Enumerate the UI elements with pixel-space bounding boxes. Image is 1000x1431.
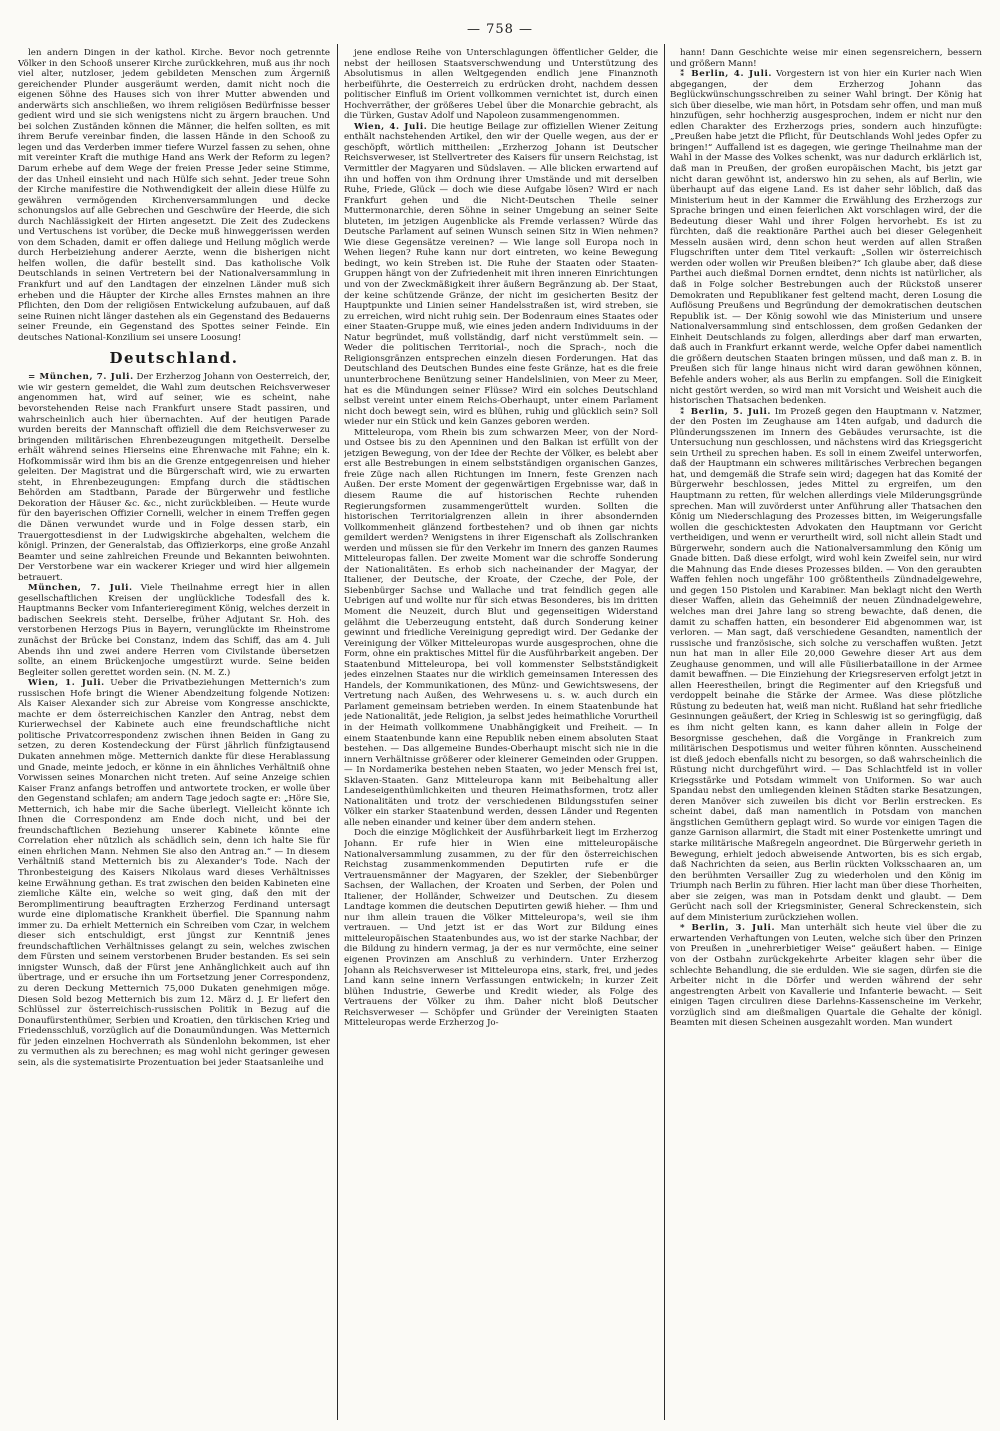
- dispatch-text: Viele Theilnahme erregt hier in allen gesellschaftlichen Kreisen der unglückliche Todesfall des k. Hauptmanns Becker vom Infanterieregiment König, welches derzeit in badischen Seekreis steht. Derselbe, früher Adjutant Sr. Hoh. des verstorbenen Herzogs Pius in Bayern, verunglückte im Rheinstrome zunächst der Brücke bei Constanz, indem das Schiff, das am 4. Juli Abends ihn und zwei andere Herren vom Civilstande übersetzen sollte, an einem Brückenjoche umgestürzt wurde. Seine beiden Begleiter sollen gerettet worden sein. (N. M. Z.): [18, 583, 330, 678]
- dispatch-paragraph: [18, 678, 330, 1068]
- dispatch-text: Die heutige Beilage zur offiziellen Wiener Zeitung enthält nachstehenden Artikel, den wir der Quelle wegen, aus der er geschöpft, wörtlich mittheilen: „Erzherzog Johann ist Deutscher Reichsverweser, ist Stellvertreter des Kaisers für unsern Reichstag, ist Vermittler der Magyaren und Südslaven. — Alle blicken erwartend auf ihn und hoffen von ihm Ordnung ihrer Umstände und mit derselben Ruhe, Friede, Glück — doch wie diese Aufgabe lösen? Wird er nach Frankfurt gehen und die Nicht-Deutschen Theile seiner Muttermonarchie, deren Söhne in seiner Umgebung an seiner Seite bluteten, im jetzigen Augenblicke als Fremde verlassen? Würde das Deutsche Parlament auf seinen Wunsch seinen Sitz in Wien nehmen? Wie diese Gegensätze vereinen? — Wie lange soll Europa noch in Wehen liegen? Ruhe kann nur dort eintreten, wo keine Bewegung bedingt, wo kein Streben ist. Die Ruhe der Staaten oder Staaten-Gruppen hängt von der Zufriedenheit mit ihren inneren Einrichtungen und von der Zweckmäßigkeit ihrer äußern Begränzung ab. Der Staat, der keine schützende Gränze, der nicht im gesicherten Besitz der Hauptpunkte und Linien seiner Handelsstraßen ist, wird streben, sie zu erreichen, wird nicht ruhig sein. Der Bodenraum eines Staates oder einer Staaten-Gruppe muß, wie eines jeden andern Individuums in der Natur begründet, muß vollständig, darf nicht verstümmelt sein. — Weder die politischen Territorial-, noch die Sprach-, noch die Religionsgränzen entsprechen einzeln diesen Forderungen. Hat das Deutschland des Deutschen Bundes eine feste Gränze, hat es die freie ununterbrochene Benützung seiner Handelslinien, von Meer zu Meer, hat es die Mündungen seiner Flüsse? Wird ein solches Deutschland selbst vereint unter einem Reichs-Oberhaupt, unter einem Parlament nicht doch bewegt sein, wird es blühen, ruhig und glücklich sein? Soll wieder nur ein Stück und kein Ganzes geboren werden.: [344, 121, 658, 428]
- column-rule: [337, 44, 338, 1420]
- dispatch-paragraph: [344, 122, 658, 428]
- column-middle: [344, 48, 658, 1420]
- article-paragraph: Doch die einzige Möglichkeit der Ausführbarkeit liegt im Erzherzog Johann. Er rufe hier in Wien eine mitteleuropäische Nationalversammlung zusammen, zu der für den österreichischen Reichstag zusammenkommenden Deputirten rufe er die Vertrauensmänner der Magyaren, der Szekler, der Siebenbürger Sachsen, der Wallachen, der Kroaten und Serben, der Polen und Italiener, der Holländer, Schweizer und Deutschen. Zu diesem Landtage kommen die deutschen Deputirten gewiß hieher. — Ihm und nur ihm allein trauen die Völker Mitteleuropa's, weil sie ihm vertrauen. — Und jetzt ist er das Wort zur Bildung eines mitteleuropäischen Staatenbundes aus, wo ist der starke Nachbar, der die Bildung zu hindern vermag, ja der es nur vermöchte, eine seiner eigenen Provinzen am Anschluß zu verhindern. Unter Erzherzog Johann als Reichsverweser ist Mitteleuropa eins, stark, frei, und jedes Land kann seine innern Verfassungen entwickeln; in kurzer Zeit blühen Industrie, Gewerbe und Kredit wieder, als Folge des Vertrauens der Völker zu ihm. Daher nicht bloß Deutscher Reichsverweser — Schöpfer und Gründer der Vereinigten Staaten Mitteleuropas werde Erzherzog Jo-: [344, 828, 658, 1029]
- dateline: ⁑ Berlin, 4. Juli.: [680, 69, 773, 80]
- dateline: ⁑ Berlin, 5. Juli.: [680, 406, 771, 417]
- column-right: [670, 48, 982, 1420]
- dateline: München, 7. Juli.: [28, 583, 133, 594]
- dispatch-paragraph: [670, 923, 982, 1028]
- article-paragraph: len andern Dingen in der kathol. Kirche. Bevor noch getrennte Völker in den Schooß unserer Kirche zurückkehren, muß aus ihr noch viel alter, nutzloser, jedem gebildeten Menschen zum Ärgerniß gereichender Plunder ausgeräumt werden, damit nicht noch die eigenen Söhne des Hauses sich von ihrer Mutter abwenden und anderwärts sich anschließen, wo ihrem religiösen Bedürfnisse besser gedient wird und sie sich wenigstens nicht zu ärgern brauchen. Und bei solchen Zuständen können die Männer, die helfen sollten, es mit ihrem Berufe vereinbar finden, die lassen Hände in den Schooß zu legen und das Verderben immer tiefere Wurzel fassen zu sehen, ohne mit vereinter Kraft die muthige Hand ans Werk der Reform zu legen? Darum erhebe auf dem Wege der freien Presse Jeder seine Stimme, der das Unheil einsieht und nach Hülfe sich sehnt. Jeder treue Sohn der Kirche manifestire die Nothwendigkeit der allein diese Hülfe zu gewähren vermögenden Kirchenversammlungen und decke schonungslos auf alle Gebrechen und Geschwüre der Heerde, die sich durch Nachlässigkeit der Hirten angesetzt. Die Zeit des Zudeckens und Vertuschens ist vorüber, die Decke muß hinweggerissen werden von dem Schaden, damit er offen daliege und Heilung möglich werde durch Herbeiziehung anderer Aerzte, wenn die bisherigen nicht helfen wollen, die dafür bestellt sind. Das katholische Volk Deutschlands in seinen Vertretern bei der Nationalversammlung in Frankfurt und auf den Landtagen der einzelnen Länder muß sich erheben und die Häupter der Kirche alles Ernstes mahnen an ihre Pflichten, den Dom der religiösen Entwickelung aufzubauen, auf daß seine Ruinen nicht länger dastehen als ein Gegenstand des Bedauerns seiner Freunde, ein Gegenstand des Spottes seiner Feinde. Ein deutsches National-Konzilium sei unsere Loosung!: [18, 48, 330, 343]
- dispatch-text: Im Prozeß gegen den Hauptmann v. Natzmer, der den Posten im Zeughause am 14ten aufgab, und dadurch die Plünderungsszenen im Innern des Gebäudes verursachte, ist die Untersuchung nun geschlossen, und nächstens wird das Kriegsgericht sein Urtheil zu sprechen haben. Es soll in einem Zweifel unterworfen, daß der Hauptmann ein schweres militärisches Verbrechen begangen hat, und demgemäß die Strafe sein wird; dagegen hat das Komité der Bürgerwehr beschlossen, jedes Mittel zu ergreifen, um den Hauptmann zu retten, für welchen allerdings viele Milderungsgründe sprechen. Man will zuvörderst unter Anführung aller Thatsachen den König um Niederschlagung des Prozesses bitten, im Weigerungsfalle wollen die geschicktesten Advokaten den Hauptmann vor Gericht vertheidigen, und wenn er verurtheilt wird, soll nicht allein Stadt und Bürgerwehr, sondern auch die Nationalversammlung den König um Gnade bitten. Daß diese erfolgt, wird wohl kein Zweifel sein, nur wird die Mahnung das Ende dieses Prozesses bilden. — Von den geraubten Waffen fehlen noch ungefähr 100 größtentheils Zündnadelgewehre, und gegen 150 Pistolen und Karabiner. Man beklagt nicht den Werth dieser Waffen, allein das Geheimniß der neuen Zündnadelgewehre, welches man drei Jahre lang so streng bewachte, daß denen, die damit zu schaffen hatten, ein besonderer Eid abgenommen war, ist verloren. — Man sagt, daß verschiedene Gesandten, namentlich der russische und französische, sich solche zu verschaffen wußten. Jetzt nun hat man in aller Eile 20,000 Gewehre dieser Art aus dem Zeughause genommen, und will alle Füsilierbataillone in der Armee damit bewaffnen. — Die Einziehung der Kriegsreserven erfolgt jetzt in allen Heerestheilen, bringt die Regimenter auf den Kriegsfuß und verdoppelt beinahe die Stärke der Armee. Was diese plötzliche Rüstung zu bedeuten hat, weiß man nicht. Rußland hat sehr friedliche Gesinnungen geäußert, der Krieg in Schleswig ist so geringfügig, daß es ihm nicht gelten kann, es kann daher allein in Folge der Besorgnisse geschehen, daß die Vorgänge in Frankreich zum militärischen Despotismus und weiter führen könnten. Ausscheinend ist dieß jedoch ebenfalls nicht zu besorgen, so daß wahrscheinlich die Rüstung nicht durchgeführt wird. — Das Schlachtfeld ist in voller Kriegsstärke und Potsdam wimmelt von Uniformen. So war auch Spandau nebst den umliegenden kleinen Städten starke Besatzungen, deren Manöver sich zuweilen bis dicht vor Berlin erstrecken. Es scheint dabei, daß man namentlich in Potsdam von manchen ängstlichen Gemüthern geplagt wird. So wurde vor einigen Tagen die ganze Garnison allarmirt, die Stadt mit einer Postenkette umringt und starke militärische Maßregeln angeordnet. Die Bürgerwehr gerieth in Bewegung, erhielt jedoch abweisende Antworten, bis es sich ergab, daß Nachrichten da seien, aus Berlin rückten Volksschaaren an, um den berühmten Versailler Zug zu wiederholen und den König im Triumph nach Berlin zu führen. Hier lacht man über diese Thorheiten, aber sie zeigen, was man in Potsdam denkt und glaubt. — Dem Gerücht nach soll der Kriegsminister, General Schreckenstein, sich auf dem Ministerium zurückziehen wollen.: [670, 406, 982, 923]
- dispatch-text: Ueber die Privatbeziehungen Metternich's zum russischen Hofe bringt die Wiener Abendzeitung folgende Notizen: Als Kaiser Alexander sich zur Abreise vom Kongresse anschickte, machte er dem österreichischen Kanzler den Antrag, nebst dem Kurierwechsel der Kabinete auch eine freundschaftliche nicht politische Privatcorrespondenz zwischen ihnen Beiden in Gang zu setzen, zu deren Kostendeckung der Fürst jährlich fünfzigtausend Dukaten annehmen möge. Metternich dankte für diese Herablassung und Gnade, meinte jedoch, er könne in ein ähnliches Verhältniß ohne Vorwissen seines Monarchen nicht treten. Auf seine Anzeige schien Kaiser Franz anfangs betroffen und antwortete trocken, er wolle über den Gegenstand schlafen; am andern Tage jedoch sagte er: „Höre Sie, Metternich, ich habe mir die Sache überlegt. Vielleicht könnte ich Ihnen die Correspondenz am Ende doch nicht, und bei der freundschaftlichen Beziehung unserer Kabinete könnte eine Correlation eher nützlich als schädlich sein, denn ich halte Sie für einen ehrlichen Mann. Nehmen Sie also den Antrag an.“ — In diesem Verhältniß stand Metternich bis zu Alexander's Tode. Nach der Thronbesteigung des Kaisers Nikolaus ward dieses Verhältnisses keine Erwähnung gethan. Es trat zwischen den beiden Kabineten eine ziemliche Kälte ein, welche so weit ging, daß den mit der Beromplimentirung beauftragten Erzherzog Ferdinand untersagt wurde eine diplomatische Krankheit überfiel. Die Spannung nahm immer zu. Da erhielt Metternich ein Schreiben vom Czar, in welchem dieser sich entschuldigt, erst jüngst zur Kenntniß jenes freundschaftlichen Verhältnisses gelangt zu sein, welches zwischen dem Fürsten und seinem verstorbenen Bruder bestanden. Es sei sein innigster Wunsch, daß der Fürst jene Anhänglichkeit auch auf ihn übertrage, und er ersuche ihn um Fortsetzung jener Correspondenz, zu deren Deckung Metternich 75,000 Dukaten genehmigen möge. Diesen Sold bezog Metternich bis zum 12. März d. J. Er liefert den Schlüssel zur österreichisch-russischen Politik in Bezug auf die Donaufürstenthümer, Serbien und Kroatien, den türkischen Krieg und Friedensschluß, vorzüglich auf die Donaumündungen. Was Metternich für jeden einzelnen Hochverrath als Sündenlohn bekommen, ist eher zu vermuthen als zu berechnen; es mag wohl nicht geringer gewesen sein, als die systematisirte Prozentuation bei jeder Staatsanleihe und: [18, 678, 330, 1068]
- dispatch-paragraph: [670, 69, 982, 407]
- article-paragraph: hann! Dann Geschichte weise mir einen segensreichern, bessern und größern Mann!: [670, 48, 982, 69]
- page-number: — 758 —: [466, 22, 534, 37]
- dispatch-paragraph: [18, 372, 330, 583]
- dispatch-paragraph: [670, 407, 982, 924]
- dateline: Wien, 4. Juli.: [354, 121, 428, 132]
- dispatch-text: Der Erzherzog Johann von Oesterreich, der, wie wir gestern gemeldet, die Wahl zum deutschen Reichsverweser angenommen hat, wird auf seiner, wie es scheint, nahe bevorstehenden Reise nach Frankfurt unsere Stadt passiren, und wahrscheinlich auch hier übernachten. Auf der heutigen Parade wurden bereits der Mannschaft offiziell die dem Reichsverweser zu bringenden militärischen Ehrenbezeugungen mitgetheilt. Derselbe erhält während seines Hierseins eine Ehrenwache mit Fahne; ein k. Hofkommissär wird ihm bis an die Grenze entgegenreisen und hieher geleiten. Der Magistrat und die Bürgerschaft wird, wie zu erwarten steht, in Ehrenbezeugungen: Empfang durch die städtischen Behörden am Stadtbann, Parade der Bürgerwehr und festliche Dekoration der Häuser &c. &c., nicht zurückbleiben. — Heute wurde für den bayerischen Offizier Cornelli, welcher in einem Treffen gegen die Dänen verwundet wurde und in Folge dessen starb, ein Trauergottesdienst in der Ludwigskirche abgehalten, welchem die königl. Prinzen, der Generalstab, das Offizierkorps, eine große Anzahl Beamter und seine zahlreichen Freunde und Bekannten beiwohnten. Der Verstorbene war ein wackerer Krieger und wird hier allgemein betrauert.: [18, 372, 330, 583]
- dispatch-text: Vorgestern ist von hier ein Kurier nach Wien abgegangen, der dem Erzherzog Johann das Beglückwünschungsschreiben zu seiner Wahl bringt. Der König hat sich über dieselbe, wie man hört, in Potsdam sehr offen, und man muß hinzufügen, sehr hochherzig ausgesprochen, indem er nicht nur den edlen Charakter des Erzherzogs pries, sondern auch hinzufügte: „Preußen habe jetzt die Pflicht, für Deutschlands Wohl jedes Opfer zu bringen!“ Auffallend ist es dagegen, wie geringe Theilnahme man der Wahl in der Masse des Volkes schenkt, was nur dadurch erklärlich ist, daß man in Preußen, der großen europäischen Macht, bis jetzt gar nicht daran gewöhnt ist, anderswo hin zu sehen, als auf Berlin, wie überhaupt auf das eigene Land. Es ist daher sehr löblich, daß das Ministerium heut in der Kammer die Erwählung des Erzherzogs zur Sprache bringen und einen feierlichen Akt vorschlagen wird, der die Bedeutung dieser Wahl und ihrer Folgen hervorhebt. Es ist zu fürchten, daß die reaktionäre Parthei auch bei dieser Gelegenheit Messeln ausäen wird, denn schon heut werden auf allen Straßen Flugschriften unter dem Titel verkauft: „Sollen wir österreichisch werden oder wollen wir Preußen bleiben?“ Ich glaube aber, daß diese Parthei auch dießmal Dornen erndtet, denn nichts ist natürlicher, als daß in Folge solcher Bestrebungen auch der Rückstoß unserer Demokraten und Republikaner fest geltend macht, deren Losung die Auflösung Preußens und Begründung der demokratischen deutschen Republik ist. — Der König sowohl wie das Ministerium und unsere Nationalversammlung sind entschlossen, dem großen Gedanken der Einheit Deutschlands zu folgen, allerdings aber darf man erwarten, daß auch in Frankfurt erkannt werde, welche Opfer dabei namentlich die größern deutschen Staaten bringen müssen, und daß man z. B. in Preußen sich für lange hinaus nicht wird daran gewöhnen können, Befehle anders woher, als aus Berlin zu empfangen. Soll die Einigkeit nicht gestört werden, so wird man mit Vorsicht und Weisheit auch die historischen Thatsachen bedenken.: [670, 69, 982, 407]
- column-left: [18, 48, 330, 1420]
- column-rule: [664, 44, 665, 1420]
- article-paragraph: jene endlose Reihe von Unterschlagungen öffentlicher Gelder, die nebst der heillosen Staatsverschwendung und Unterstützung des Absolutismus in allen Weltgegenden endlich jene Finanznoth herbeiführte, die Oesterreich zu erdrücken droht, nachdem dessen politischer Einfluß im Orient vollkommen vernichtet ist, durch einen Hochverräther, der größeres Uebel über die Monarchie gebracht, als die Türken, Gustav Adolf und Napoleon zusammengenommen.: [344, 48, 658, 122]
- article-paragraph: Mitteleuropa, vom Rhein bis zum schwarzen Meer, von der Nord- und Ostsee bis zu den Apenninen und den Balkan ist erfüllt von der jetzigen Bewegung, von der Idee der Rechte der Völker, es belebt aber erst alle Bestrebungen in einem selbstständigen organischen Ganzes, freie Züge nach allen Richtungen im Innern, feste Grenzen nach Außen. Der erste Moment der gegenwärtigen Ergebnisse war, daß in diesem Raume die auf historischen Rechte ruhenden Regierungsformen zusammengerüttelt wurden. Sollten die historischen Territorialgrenzen allein in ihrer absondernden Vollkommenheit glänzend fortbestehen? und ob ihnen gar nichts gemildert werden? Wenigstens in ihrer Eigenschaft als Zollschranken werden und müssen sie für den Verkehr im Innern des ganzen Raumes Mitteleuropas fallen. Der zweite Moment war die schroffe Sonderung der Nationalitäten. Es erhob sich nacheinander der Magyar, der Italiener, der Deutsche, der Kroate, der Czeche, der Pole, der Siebenbürger Sachse und Wallache und trat feindlich gegen alle Uebrigen auf und wollte nur für sich etwas Besonderes, bis im dritten Moment die Neuzeit, durch Blut und gegenseitigen Widerstand gelähmt die Ueberzeugung entsteht, daß durch Sonderung keiner gewinnt und friedliche Vereinigung gepredigt wird. Der Gedanke der Vereinigung der Völker Mitteleuropas wurde ausgesprochen, ohne die Form, ohne ein praktisches Mittel für die Ausführbarkeit angeben. Der Staatenbund Mitteleuropa, bei voll kommenster Selbstständigkeit jedes einzelnen Staates nur die wirklich gemeinsamen Interessen des Handels, der Kommunikationen, des Münz- und Gewichtswesens, der Vertretung nach Außen, des Wehrwesens u. s. w. auch durch ein Parlament gemeinsam betrieben werden. In einem Staatenbunde hat jede Nationalität, jede Religion, ja selbst jedes heimathliche Vorurtheil in der Heimath vollkommene Unabhängigkeit und Freiheit. — In einem Staatenbunde kann eine Republik neben einem absoluten Staat bestehen. — Das allgemeine Bundes-Oberhaupt mischt sich nie in die innern Verhältnisse größerer oder kleinerer Gemeinden oder Gruppen. — In Nordamerika bestehen neben Staaten, wo jeder Mensch frei ist, Sklaven-Staaten. Ganz Mitteleuropa kann mit Beibehaltung aller Landeseigenthümlichkeiten und theuren Heimathsformen, trotz aller Nationalitäten und trotz der verschiedenen Bildungsstufen seiner Völker ein starker Staatenbund werden, dessen Länder und Regenten alle neben einander und keiner über dem andern stehen.: [344, 427, 658, 828]
- dateline: Wien, 1. Juli.: [28, 678, 105, 689]
- dateline: * Berlin, 3. Juli.: [680, 923, 776, 934]
- dateline: = München, 7. Juli.: [28, 372, 134, 383]
- dispatch-paragraph: [18, 583, 330, 678]
- section-heading: Deutschland.: [109, 349, 239, 368]
- dispatch-text: Man unterhält sich heute viel über die zu erwartenden Verhaftungen von Leuten, welche sich über den Prinzen von Preußen in „unehrerbietiger Weise“ geäußert haben. — Einige von der Ostbahn zurückgekehrte Arbeiter klagen sehr über die schlechte Behandlung, die sie erdulden. Wie sie sagen, dürfen sie die Arbeiter nicht in die Dörfer und werden während der sehr angestrengten Arbeit von Kavallerie und Infanterie bewacht. — Seit einigen Tagen circuliren diese Darlehns-Kassenscheine im Verkehr, vorzüglich sind am dießmaligen Quartale die Gehalte der königl. Beamten mit diesen Scheinen ausgezahlt worden. Man wundert: [670, 923, 982, 1029]
